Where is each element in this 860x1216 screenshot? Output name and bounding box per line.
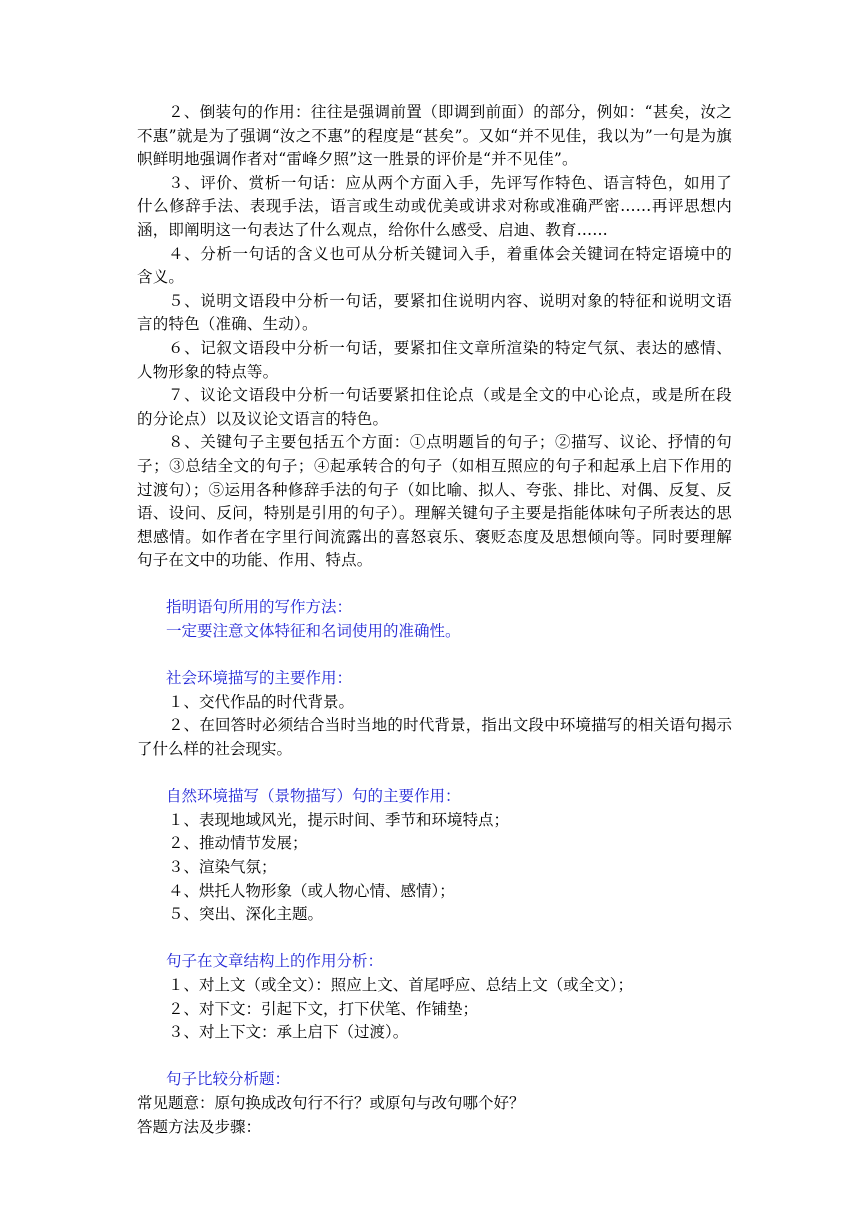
paragraph-expository: ５、说明文语段中分析一句话，要紧扣住说明内容、说明对象的特征和说明文语言的特色（准确、生动）。 bbox=[137, 291, 732, 334]
paragraph-keywords: ４、分析一句话的含义也可从分析关键词入手，着重体会关键词在特定语境中的含义。 bbox=[137, 244, 732, 287]
list-item: ３、渲染气氛； bbox=[168, 858, 277, 876]
list-item: ２、对下文：引起下文，打下伏笔、作铺垫； bbox=[168, 999, 479, 1018]
list-item: ３、对上下文：承上启下（过渡）。 bbox=[168, 1023, 409, 1042]
spacer bbox=[137, 644, 732, 668]
list-item: ２、推动情节发展； bbox=[168, 834, 308, 853]
spacer bbox=[137, 762, 732, 786]
section-heading-writing-method: 指明语句所用的写作方法： bbox=[166, 598, 353, 617]
paragraph-key-sentences: ８、关键句子主要包括五个方面：①点明题旨的句子；②描写、议论、抒情的句子；③总结全文的句子；④起承转合的句子（如相互照应的句子和起承上启下作用的过渡句）；⑤运用各种修辞手法的句子（如比喻、拟人、夸张、排比、对偶、反复、反语、设问、反问，特别是引用的句子）。理解关键句子主要是指能体味句子所表达的思想感情。如作者在字里行间流露出的喜怒哀乐、褒贬态度及思想倾向等。同时要理解句子在文中的功能、作用、特点。 bbox=[137, 433, 732, 570]
paragraph-argumentative: ７、议论文语段中分析一句话要紧扣住论点（或是全文的中心论点，或是所在段的分论点）以及议论文语言的特色。 bbox=[137, 386, 732, 428]
list-item: １、表现地域风光，提示时间、季节和环境特点； bbox=[168, 810, 510, 829]
section-heading-structure: 句子在文章结构上的作用分析： bbox=[166, 952, 384, 971]
writing-method-note: 一定要注意文体特征和名词使用的准确性。 bbox=[166, 622, 461, 641]
section-heading-comparison: 句子比较分析题： bbox=[166, 1070, 291, 1089]
list-item: １、对上文（或全文）：照应上文、首尾呼应、总结上文（或全文）； bbox=[168, 975, 634, 994]
paragraph-inversion: ２、倒装句的作用：往往是强调前置（即调到前面）的部分，例如：“甚矣，汝之不惠”就是为了强调“汝之不惠”的程度是“甚矣”。又如“并不见佳，我以为”一句是为旗帜鲜明地强调作者对“雷峰夕照”这一胜景的评价是“并不见佳”。 bbox=[137, 103, 732, 169]
list-item: ４、烘托人物形象（或人物心情、感情）； bbox=[168, 881, 455, 900]
paragraph-narrative: ６、记叙文语段中分析一句话，要紧扣住文章所渲染的特定气氛、表达的感情、人物形象的特点等。 bbox=[137, 338, 732, 381]
spacer bbox=[137, 927, 732, 951]
comparison-line: 答题方法及步骤： bbox=[137, 1117, 262, 1136]
section-heading-natural-environment: 自然环境描写（景物描写）句的主要作用： bbox=[166, 787, 461, 806]
document-body bbox=[137, 101, 732, 1139]
comparison-line: 常见题意：原句换成改句行不行？或原句与改句哪个好？ bbox=[137, 1093, 525, 1112]
spacer bbox=[137, 1045, 732, 1069]
spacer bbox=[137, 573, 732, 597]
list-item: １、交代作品的时代背景。 bbox=[168, 692, 355, 711]
list-item: ２、在回答时必须结合当时当地的时代背景，指出文段中环境描写的相关语句揭示了什么样的社会现实。 bbox=[137, 716, 732, 759]
paragraph-appreciation: ３、评价、赏析一句话：应从两个方面入手，先评写作特色、语言特色，如用了什么修辞手法、表现手法，语言或生动或优美或讲求对称或准确严密……再评思想内涵，即阐明这一句表达了什么观点，给你什么感受、启迪、教育…… bbox=[137, 173, 732, 239]
section-heading-social-environment: 社会环境描写的主要作用： bbox=[166, 669, 353, 688]
list-item: ５、突出、深化主题。 bbox=[168, 905, 324, 924]
